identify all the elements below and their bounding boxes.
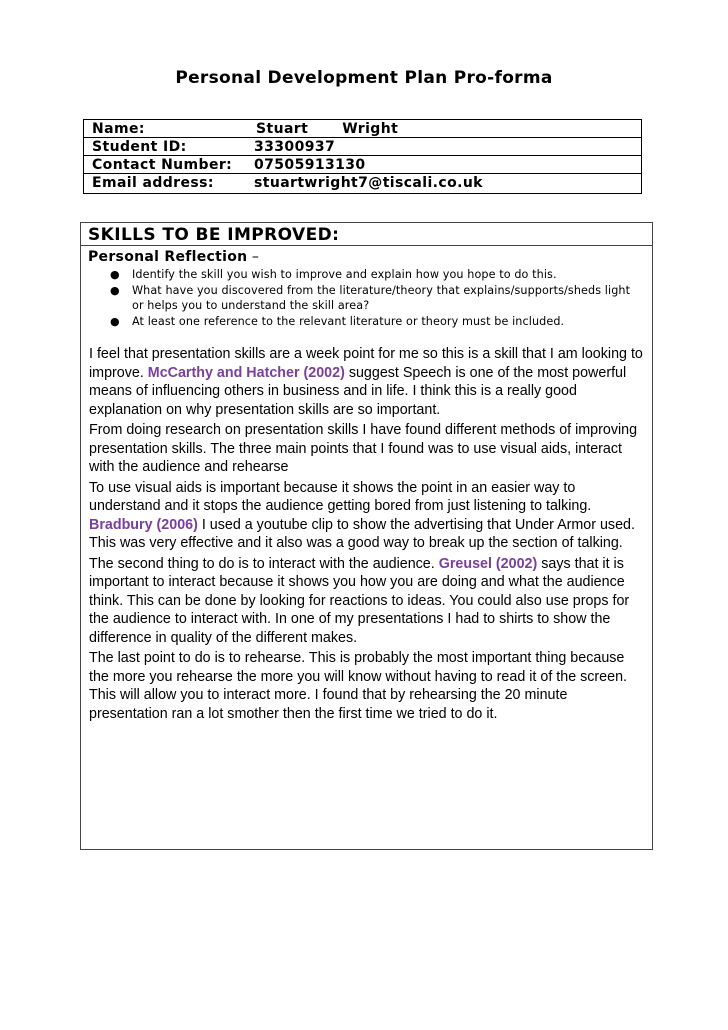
reflection-label: Personal Reflection — [88, 249, 248, 265]
reflection-dash: – — [247, 249, 259, 265]
first-name: Stuart — [256, 121, 309, 137]
list-item: ● At least one reference to the relevant literature or theory must be included. — [110, 314, 565, 328]
skills-section — [80, 222, 653, 850]
reference-citation: Bradbury (2006) — [89, 516, 198, 533]
email-row — [84, 174, 641, 193]
email-label: Email address: — [92, 175, 214, 191]
personal-reflection — [81, 248, 652, 266]
list-item: ● Identify the skill you wish to improve and explain how you hope to do this. — [110, 268, 557, 281]
contact-value: 07505913130 — [254, 157, 366, 173]
name-row — [84, 120, 641, 138]
skills-heading: SKILLS TO BE IMPROVED: — [81, 223, 652, 246]
student-id-value: 33300937 — [254, 139, 336, 155]
last-name: Wright — [342, 121, 399, 137]
name-label: Name: — [92, 121, 145, 137]
contact-row — [84, 156, 641, 174]
contact-label: Contact Number: — [92, 157, 233, 173]
student-id-label: Student ID: — [92, 139, 187, 155]
reference-citation: McCarthy and Hatcher (2002) — [147, 364, 345, 381]
bullet-icon: ● — [110, 283, 120, 297]
reflection-body — [81, 345, 652, 723]
paragraph: The last point to do is to rehearse. This is probably the most important thing because the more you rehearse the more you will know without having to read it of the screen. This will allow you to interact more. I found that by rehearsing the 20 minute presentation ran a lot smother then the first time we tried to do it. — [89, 650, 628, 722]
paragraph: I feel that presentation skills are a week point for me so this is a skill that I am looking to improve. McCarthy and Hatcher (2002) suggest Speech is one of the most powerful means of influencing others in business and in life. I think this is a really good explanation on why presentation skills are so important. — [89, 346, 643, 418]
page-title: Personal Development Plan Pro-forma — [175, 68, 553, 88]
bullet-icon: ● — [110, 268, 120, 281]
paragraph: The second thing to do is to interact with the audience. Greusel (2002) says that it is important to interact because it shows you how you are doing and what the audience think. This can be done by looking for reactions to ideas. You could also use props for the audience to interact with. In one of my presentations I had to shirts to show the difference in quality of the different makes. — [89, 555, 630, 646]
guidance-list — [81, 267, 652, 329]
list-item: ● What have you discovered from the literature/theory that explains/supports/sheds light or helps you to understand the skill area? — [110, 283, 631, 312]
name-value — [256, 120, 398, 138]
paragraph: From doing research on presentation skills I have found different methods of improving presentation skills. The three main points that I found was to use visual aids, interact with the audience and rehearse — [89, 422, 638, 475]
bullet-icon: ● — [110, 314, 120, 328]
student-info-table — [83, 119, 642, 194]
email-value: stuartwright7@tiscali.co.uk — [254, 175, 483, 191]
student-id-row — [84, 138, 641, 156]
paragraph: To use visual aids is important because it shows the point in an easier way to understand and it stops the audience getting bored from just listening to talking. Bradbury (2006) I used a youtube clip to show the advertising that Under Armor used. This was very effective and it also was a good way to break up the section of talking. — [89, 479, 635, 551]
reference-citation: Greusel (2002) — [438, 555, 538, 572]
